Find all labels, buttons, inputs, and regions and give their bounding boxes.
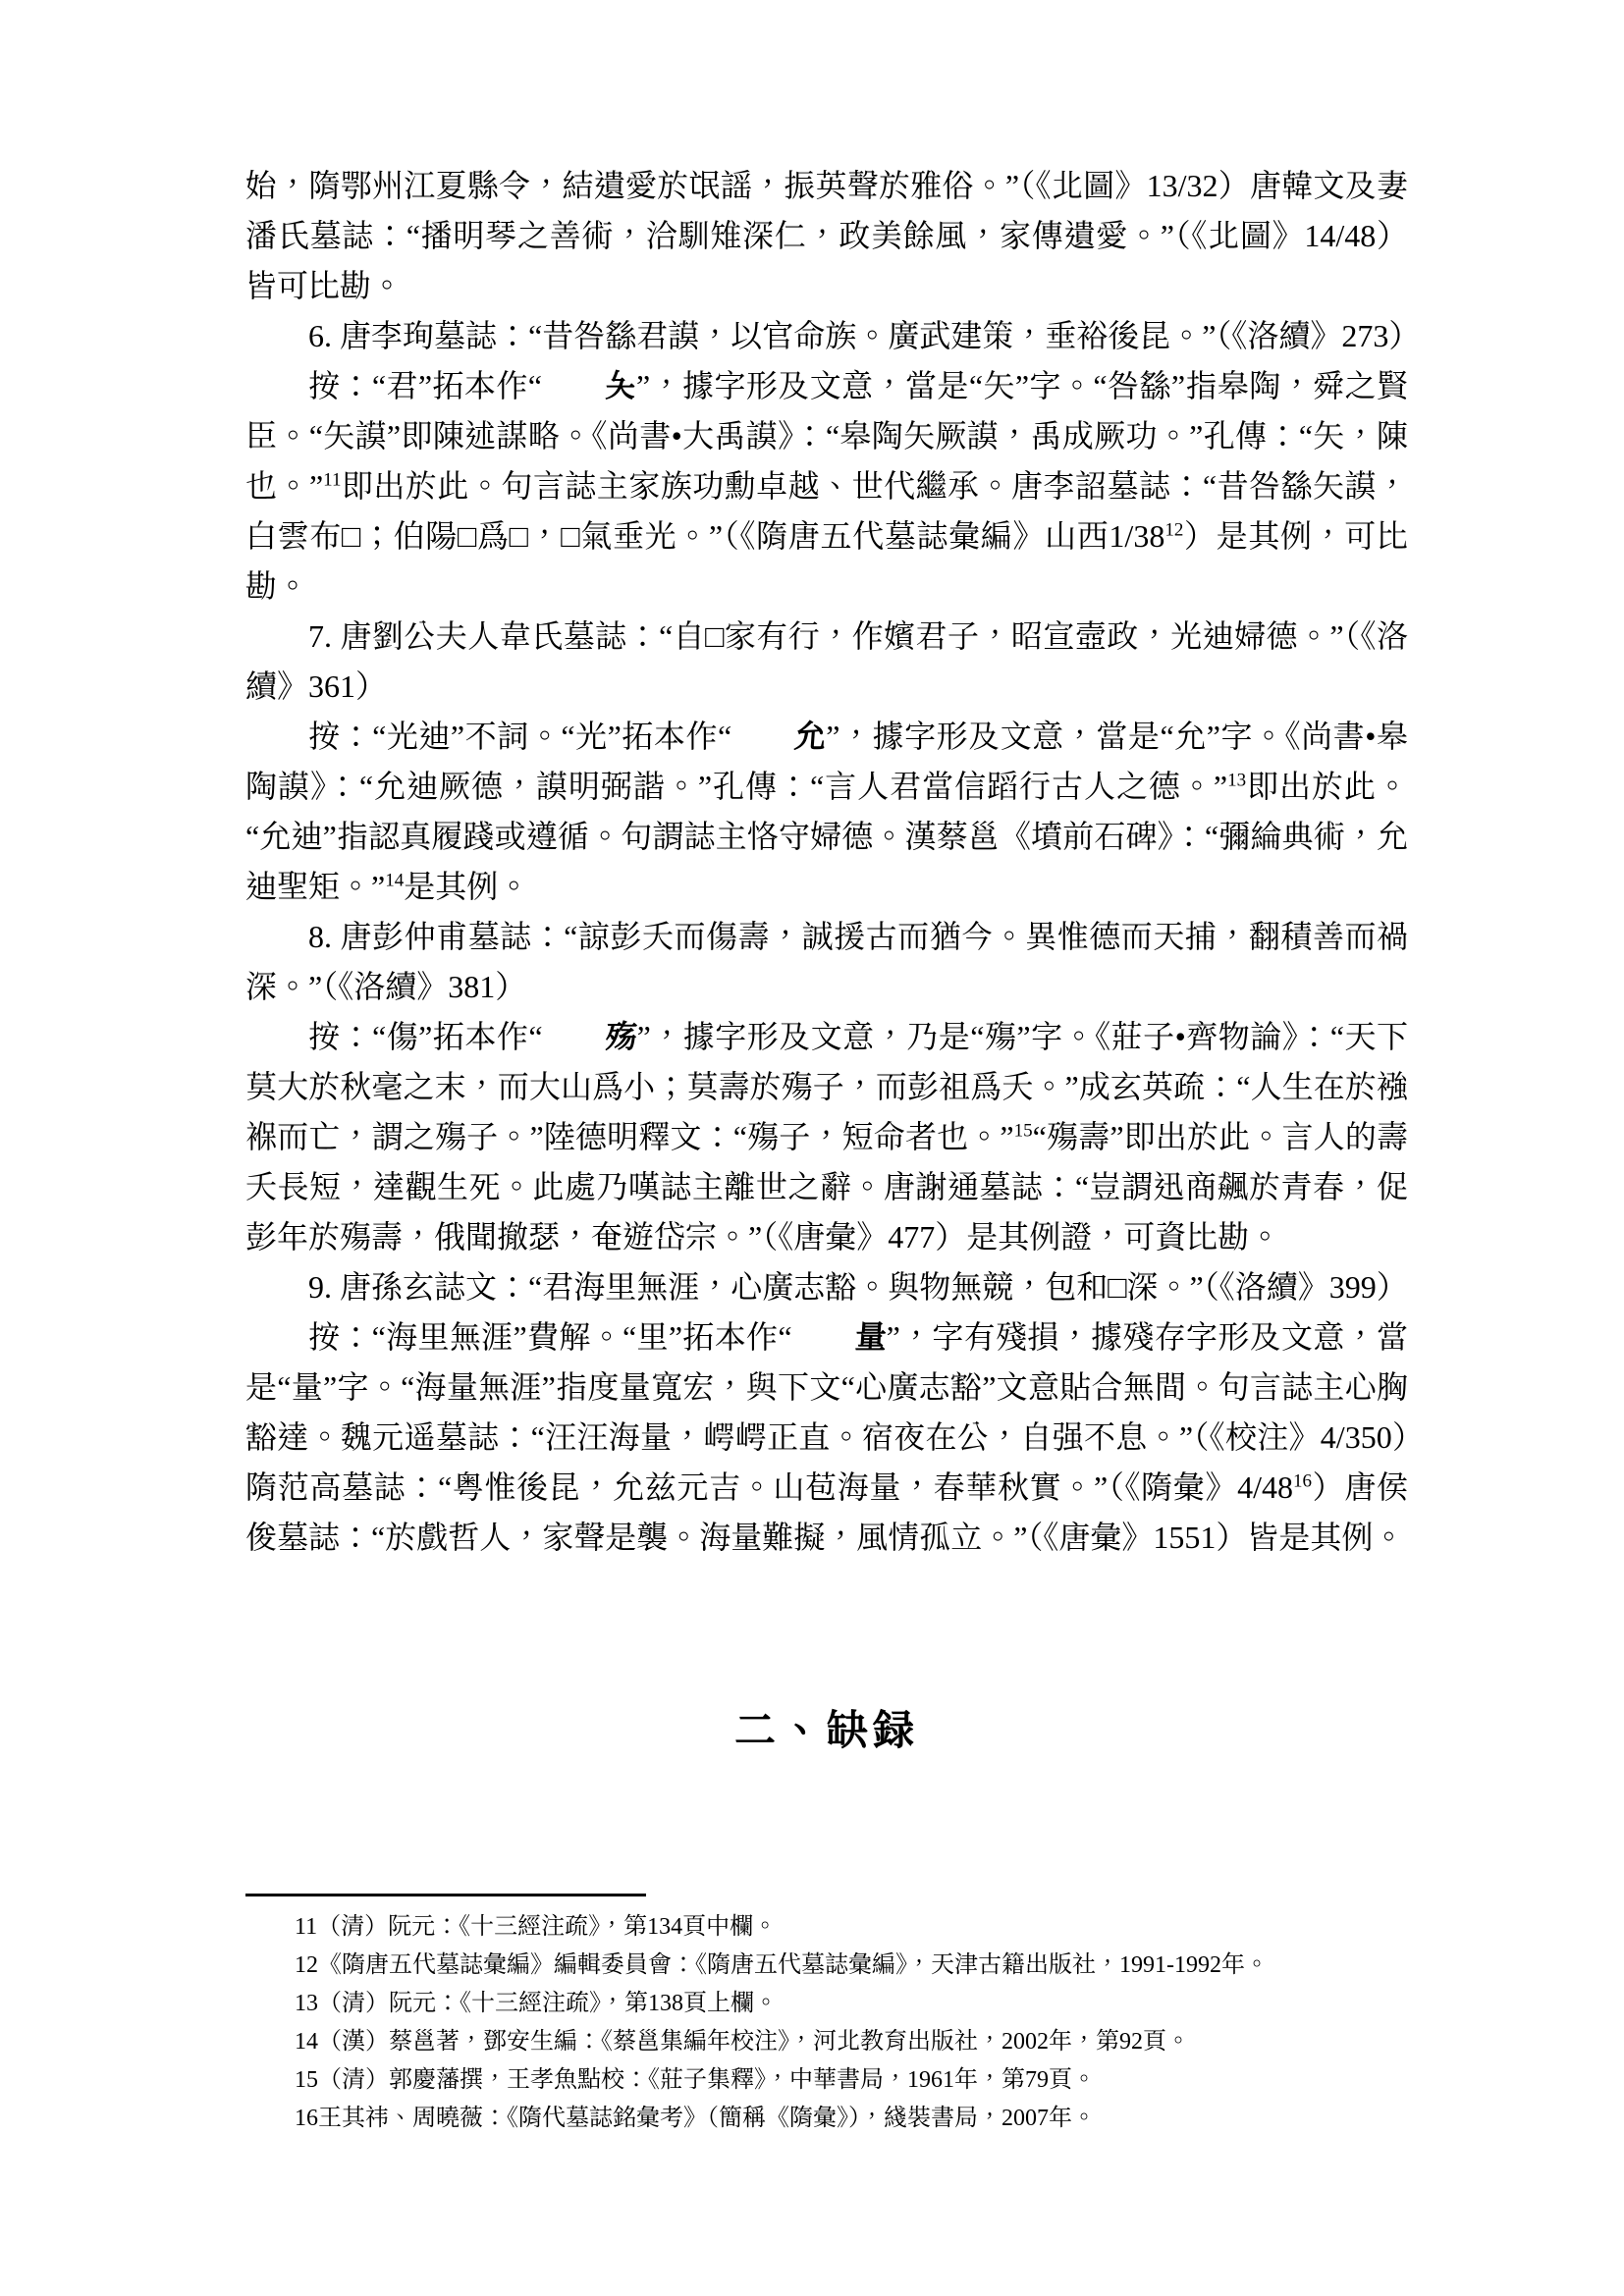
rubbing-glyph: 允 (792, 719, 828, 754)
rubbing-glyph: 夨 (603, 368, 638, 403)
paragraph: 6. 唐李珣墓誌：“昔咎繇君謨，以官命族。廣武建策，垂裕後昆。”（《洛續》273） (308, 318, 1421, 353)
footnote: 11（清）阮元：《十三經注疏》，第134頁中欄。 (295, 1914, 778, 1940)
footnote: 13（清）阮元：《十三經注疏》，第138頁上欄。 (295, 1991, 778, 2016)
footnote-ref: 12 (1164, 519, 1184, 541)
footnote-number: 11 (295, 1914, 318, 1940)
footnote: 15（清）郭慶藩撰，王孝魚點校：《莊子集釋》，中華書局，1961年，第79頁。 (295, 2067, 1096, 2093)
paragraph: 7. 唐劉公夫人韋氏墓誌：“自□家有行，作嬪君子，昭宣壼政，光迪婦德。”（《洛續》361） (245, 618, 1408, 704)
paragraph: 按：“光迪”不詞。“光”拓本作“ 允”，據字形及文意，當是“允”字。《尚書•皋陶謨》：“允迪厥德，謨明弼諧。”孔傳：“言人君當信蹈行古人之德。”$^{13}$即出於此。“允迪”指認真履踐或遵循。句謂誌主恪守婦德。漢蔡邕《墳前石碑》：“彌綸典術，允迪聖矩。”$^{14}$是其例。 (245, 712, 1408, 912)
rubbing-glyph: 殇 (604, 1019, 638, 1054)
body-text (245, 161, 1421, 1563)
paragraph: 8. 唐彭仲甫墓誌：“諒彭夭而傷壽，誠援古而猶今。異惟德而天捕，翻積善而禍深。”（《洛續》381） (245, 919, 1408, 1004)
footnote-number: 14 (295, 2029, 318, 2055)
footnote-ref: 14 (385, 870, 405, 891)
footnote: 16王其祎、周曉薇：《隋代墓誌銘彙考》（簡稱《隋彙》），綫裝書局，2007年。 (295, 2106, 1096, 2131)
footnote-ref: 15 (1013, 1120, 1033, 1142)
footnote: 14（漢）蔡邕著，鄧安生編：《蔡邕集編年校注》，河北教育出版社，2002年，第92頁。 (295, 2029, 1190, 2055)
footnote-number: 15 (295, 2067, 318, 2093)
paragraph: 按：“海里無涯”費解。“里”拓本作“ 量”，字有殘損，據殘存字形及文意，當是“量”字。“海量無涯”指度量寬宏，與下文“心廣志豁”文意貼合無間。句言誌主心胸豁達。魏元遥墓誌：“汪汪海量，崿崿正直。宿夜在公，自强不息。”（《校注》4/350）隋范高墓誌：“粤惟後昆，允兹元吉。山苞海量，春華秋實。”（《隋彙》4/48$^{16}$）唐侯俊墓誌：“於戲哲人，家聲是襲。海量難擬，風情孤立。”（《唐彙》1551）皆是其例。 (245, 1312, 1408, 1563)
paragraph: 始，隋鄂州江夏縣令，結遺愛於氓謡，振英聲於雅俗。”（《北圖》13/32）唐韓文及妻潘氏墓誌：“播明琴之善術，洽馴雉深仁，政美餘風，家傳遺愛。”（《北圖》14/48）皆可比勘。 (245, 168, 1408, 303)
paragraph: 按：“傷”拓本作“ 殇”，據字形及文意，乃是“殤”字。《莊子•齊物論》：“天下莫大於秋毫之末，而大山爲小；莫壽於殤子，而彭祖爲夭。”成玄英疏：“人生在於襁褓而亡，謂之殤子。”陸德明釋文：“殤子，短命者也。”$^{15}$“殤壽”即出於此。言人的壽夭長短，達觀生死。此處乃嘆誌主離世之辭。唐謝通墓誌：“豈謂迅商飆於青春，促彭年於殤壽，俄聞撤瑟，奄遊岱宗。”（《唐彙》477）是其例證，可資比勘。 (245, 1012, 1408, 1262)
paragraph: 按：“君”拓本作“ 夨”，據字形及文意，當是“矢”字。“咎繇”指皋陶，舜之賢臣。“矢謨”即陳述謀略。《尚書•大禹謨》：“皋陶矢厥謨，禹成厥功。”孔傳：“矢，陳也。”$^{11}$即出於此。句言誌主家族功勳卓越、世代繼承。唐李詔墓誌：“昔咎繇矢謨，白雲布□；伯陽□爲□，□氣垂光。”（《隋唐五代墓誌彙編》山西1/38$^{12}$）是其例，可比勘。 (245, 361, 1408, 612)
paragraph: 9. 唐孫玄誌文：“君海里無涯，心廣志豁。與物無競，包和□深。”（《洛續》399） (308, 1269, 1408, 1305)
footnote-ref: 11 (323, 469, 342, 491)
footnote-number: 12 (295, 1952, 318, 1978)
footnotes (245, 1908, 1408, 2138)
footnote-number: 16 (295, 2106, 318, 2131)
footnote-ref: 13 (1227, 770, 1247, 791)
rubbing-glyph: 量 (853, 1319, 888, 1355)
footnote-number: 13 (295, 1991, 318, 2016)
footnote-ref: 16 (1293, 1470, 1312, 1492)
section-heading: 二、缺録 (733, 1707, 919, 1753)
footnote-separator (245, 1894, 646, 1896)
footnote: 12《隋唐五代墓誌彙編》編輯委員會：《隋唐五代墓誌彙編》，天津古籍出版社，1991-1992年。 (295, 1952, 1269, 1978)
